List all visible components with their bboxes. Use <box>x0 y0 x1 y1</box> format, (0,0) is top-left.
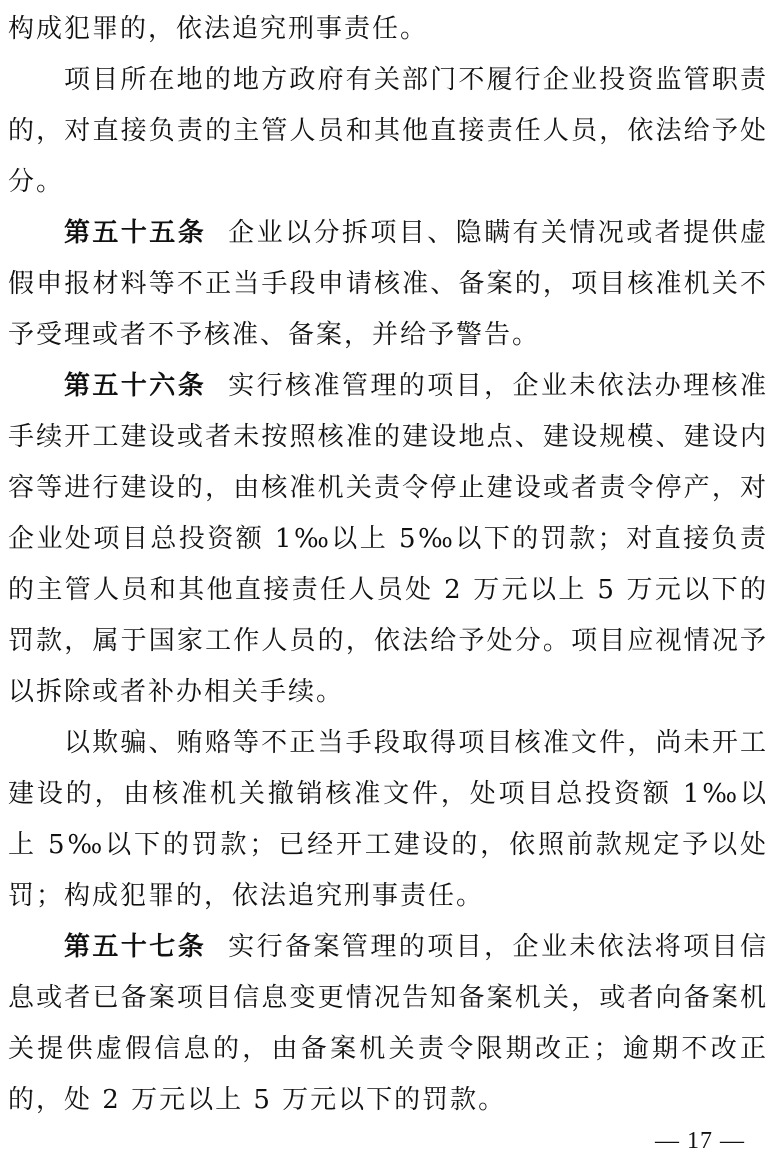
article-heading: 第五十七条 <box>64 932 207 962</box>
article-heading: 第五十五条 <box>64 218 207 248</box>
paragraph-local-government-duty <box>8 55 768 208</box>
article-heading: 第五十六条 <box>64 371 207 401</box>
paragraph-text: 项目所在地的地方政府有关部门不履行企业投资监管职责的，对直接负责的主管人员和其他直接责任人员，依法给予处分。 <box>8 65 768 197</box>
paragraph-article-56-fraud <box>8 718 768 922</box>
paragraph-continuation <box>8 4 768 55</box>
paragraph-text: 以欺骗、贿赂等不正当手段取得项目核准文件，尚未开工建设的，由核准机关撤销核准文件，处项目总投资额 1‰以上 5‰以下的罚款；已经开工建设的，依照前款规定予以处罚；构成犯罪的，依法追究刑事责任。 <box>8 728 768 911</box>
paragraph-text: 实行备案管理的项目，企业未依法将项目信息或者已备案项目信息变更情况告知备案机关，或者向备案机关提供虚假信息的，由备案机关责令限期改正；逾期不改正的，处 2 万元以上 5 万元以下的罚款。 <box>8 932 768 1115</box>
paragraph-article-57 <box>8 922 768 1126</box>
document-body <box>8 4 768 1126</box>
paragraph-article-55 <box>8 208 768 361</box>
page-number: — 17 — <box>655 1128 745 1154</box>
paragraph-article-56 <box>8 361 768 718</box>
paragraph-text: 实行核准管理的项目，企业未依法办理核准手续开工建设或者未按照核准的建设地点、建设规模、建设内容等进行建设的，由核准机关责令停止建设或者责令停产，对企业处项目总投资额 1‰以上 5‰以下的罚款；对直接负责的主管人员和其他直接责任人员处 2 万元以上 5 万元以下的罚款，属于国家工作人员的，依法给予处分。项目应视情况予以拆除或者补办相关手续。 <box>8 371 768 707</box>
paragraph-text: 构成犯罪的，依法追究刑事责任。 <box>8 14 429 44</box>
paragraph-text: 企业以分拆项目、隐瞒有关情况或者提供虚假申报材料等不正当手段申请核准、备案的，项目核准机关不予受理或者不予核准、备案，并给予警告。 <box>8 218 768 350</box>
